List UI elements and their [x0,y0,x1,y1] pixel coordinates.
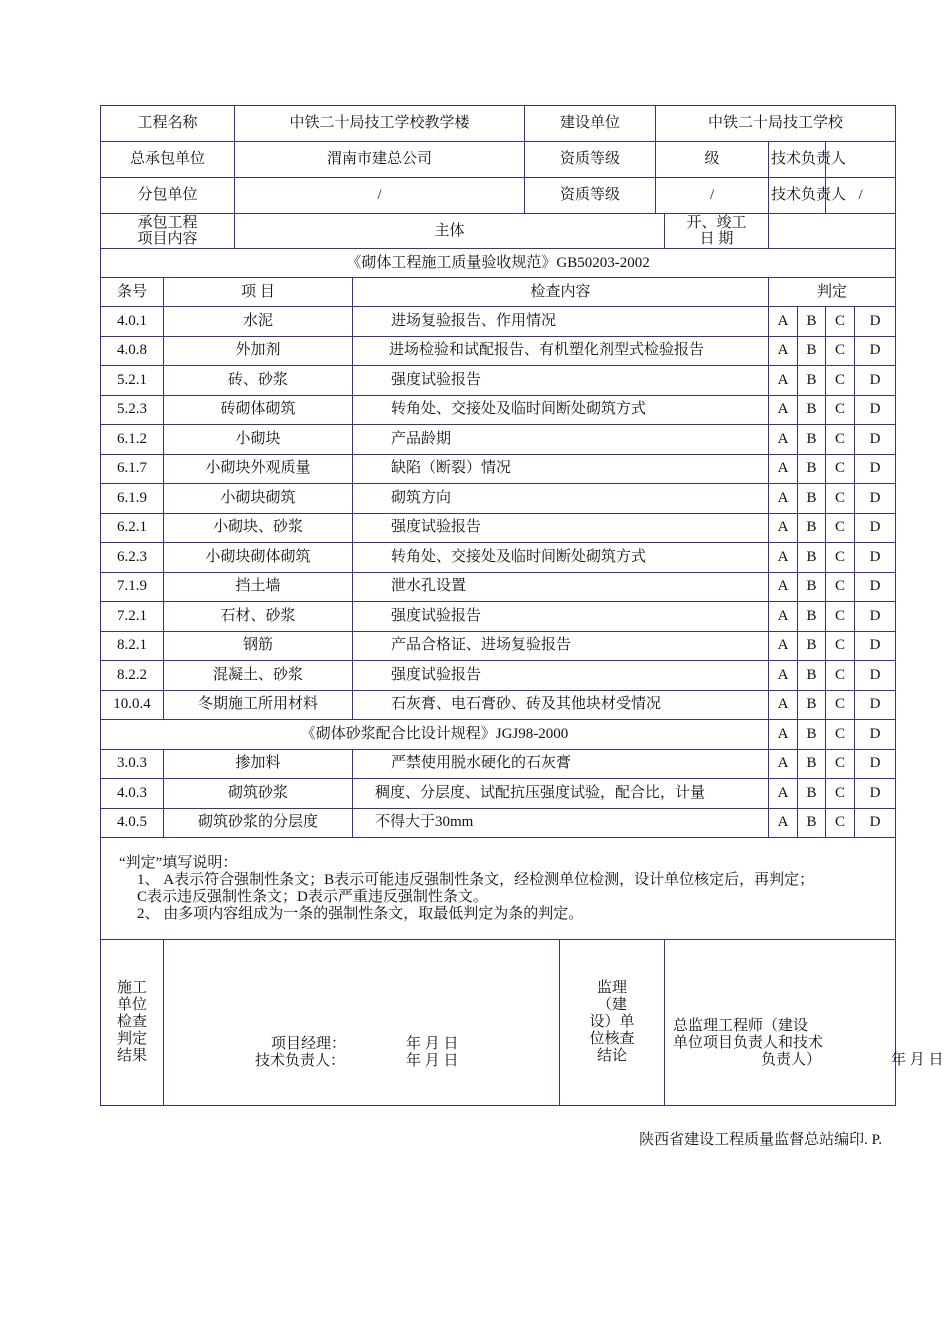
table-row [101,307,896,337]
grade-c[interactable]: C [826,484,855,514]
grade-b[interactable]: B [798,366,826,396]
grade-d[interactable]: D [855,690,896,720]
supervision-unit-label-text: 监理（建设）单位核查结论 [589,980,635,1064]
project-name-label: 工程名称 [101,106,235,142]
grade-d[interactable]: D [855,661,896,691]
pm-date: 年 月 日 [406,1036,459,1052]
grade-a[interactable]: A [769,720,798,750]
item-cell: 砌筑砂浆 [164,779,353,809]
grade-b[interactable]: B [798,572,826,602]
clause-cell: 7.2.1 [101,602,164,632]
grade-d[interactable]: D [855,779,896,809]
supervision-signoff-cell [665,940,944,1106]
table-row [101,425,896,455]
notes-title: “判定”填写说明： [119,854,238,871]
item-cell: 小砌块、砂浆 [164,513,353,543]
section1-rows [101,307,896,720]
grade-c[interactable]: C [826,720,855,750]
table-row [101,602,896,632]
content-cell: 产品合格证、进场复验报告 [353,631,769,661]
clause-cell: 7.1.9 [101,572,164,602]
builder-value: 中铁二十局技工学校 [656,106,896,142]
grade-a[interactable]: A [769,513,798,543]
content-cell: 强度试验报告 [353,513,769,543]
table-row [101,631,896,661]
item-cell: 小砌块 [164,425,353,455]
grade-c[interactable]: C [826,336,855,366]
table-row [101,690,896,720]
grade-a[interactable]: A [769,307,798,337]
section2-rows [101,749,896,838]
grade-a[interactable]: A [769,631,798,661]
grade-b[interactable]: B [798,395,826,425]
qualification-label: 资质等级 [525,142,656,178]
item-cell: 挡土墙 [164,572,353,602]
table-row [101,366,896,396]
construction-unit-label-text: 施工单位检查判定结果 [116,980,147,1064]
grade-b[interactable]: B [798,808,826,838]
grade-d[interactable]: D [855,484,896,514]
grade-d[interactable]: D [855,513,896,543]
grade-b[interactable]: B [798,749,826,779]
grade-a[interactable]: A [769,366,798,396]
footer-publisher: 陕西省建设工程质量监督总站编印. P. [639,1132,882,1148]
clause-cell: 5.2.3 [101,395,164,425]
grade-d[interactable]: D [855,543,896,573]
project-name-value: 中铁二十局技工学校教学楼 [235,106,525,142]
item-cell: 砖、砂浆 [164,366,353,396]
form-table [100,105,944,1106]
clause-cell: 6.1.7 [101,454,164,484]
sub-qualification-value: / [656,178,769,214]
grade-b[interactable]: B [798,307,826,337]
grade-b[interactable]: B [798,513,826,543]
notes-row [101,838,896,940]
clause-cell: 10.0.4 [101,690,164,720]
item-cell: 石材、砂浆 [164,602,353,632]
content-cell: 砌筑方向 [353,484,769,514]
item-cell: 外加剂 [164,336,353,366]
clause-cell: 8.2.2 [101,661,164,691]
grade-b[interactable]: B [798,484,826,514]
grade-d[interactable]: D [855,425,896,455]
section1-title: 《砌体工程施工质量验收规范》GB50203-2002 [101,249,896,278]
grade-c[interactable]: C [826,395,855,425]
item-cell: 砖砌体砌筑 [164,395,353,425]
content-cell: 进场复验报告、作用情况 [353,307,769,337]
grade-c[interactable]: C [826,572,855,602]
grade-c[interactable]: C [826,749,855,779]
subcontractor-label: 分包单位 [101,178,235,214]
grade-c[interactable]: C [826,543,855,573]
chief-supervisor-label-1: 总监理工程师（建设 [673,1018,809,1034]
grade-b[interactable]: B [798,631,826,661]
grade-b[interactable]: B [798,690,826,720]
subcontractor-value: / [235,178,525,214]
supervision-date: 年 月 日 [891,1052,944,1068]
header-row-general-contractor [101,142,896,178]
item-cell: 掺加料 [164,749,353,779]
general-contractor-value: 渭南市建总公司 [235,142,525,178]
item-column-header: 项 目 [164,278,353,307]
grade-d[interactable]: D [855,395,896,425]
grade-d[interactable]: D [855,808,896,838]
clause-cell: 5.2.1 [101,366,164,396]
content-column-header: 检查内容 [353,278,769,307]
section2-title: 《砌体砂浆配合比设计规程》JGJ98-2000 [101,720,769,750]
grade-a[interactable]: A [769,484,798,514]
table-row [101,395,896,425]
scope-label: 承包工程 项目内容 [101,214,235,249]
grade-b[interactable]: B [798,425,826,455]
construction-signoff-cell [164,940,560,1106]
content-cell: 产品龄期 [353,425,769,455]
content-cell: 强度试验报告 [353,602,769,632]
item-cell: 水泥 [164,307,353,337]
content-cell: 进场检验和试配报告、有机塑化剂型式检验报告 [353,336,769,366]
content-cell: 转角处、交接处及临时间断处砌筑方式 [353,395,769,425]
item-cell: 小砌块外观质量 [164,454,353,484]
inspection-form [100,105,944,1106]
item-cell: 小砌块砌筑 [164,484,353,514]
scope-value: 主体 [235,214,665,249]
header-row-scope [101,214,896,249]
table-row [101,661,896,691]
supervision-unit-label [560,940,665,1106]
section1-title-row [101,249,896,278]
clause-cell: 4.0.8 [101,336,164,366]
grade-d[interactable]: D [855,572,896,602]
header-row-project [101,106,896,142]
clause-cell: 8.2.1 [101,631,164,661]
grade-c[interactable]: C [826,366,855,396]
clause-cell: 3.0.3 [101,749,164,779]
grade-a[interactable]: A [769,808,798,838]
grade-a[interactable]: A [769,690,798,720]
clause-cell: 4.0.3 [101,779,164,809]
content-cell: 缺陷（断裂）情况 [353,454,769,484]
table-row [101,513,896,543]
grade-b[interactable]: B [798,454,826,484]
section2-title-row [101,720,896,750]
builder-label: 建设单位 [525,106,656,142]
item-cell: 混凝土、砂浆 [164,661,353,691]
grade-c[interactable]: C [826,661,855,691]
grade-d[interactable]: D [855,631,896,661]
grade-c[interactable]: C [826,779,855,809]
content-cell: 转角处、交接处及临时间断处砌筑方式 [353,543,769,573]
grade-a[interactable]: A [769,749,798,779]
item-cell: 钢筋 [164,631,353,661]
table-row [101,808,896,838]
sub-tech-lead-label: 技术负责人 [769,178,826,214]
clause-cell: 4.0.5 [101,808,164,838]
clause-cell: 4.0.1 [101,307,164,337]
grade-a[interactable]: A [769,543,798,573]
grade-d[interactable]: D [855,366,896,396]
table-row [101,336,896,366]
table-row [101,572,896,602]
grade-c[interactable]: C [826,513,855,543]
general-qualification-value: 级 [656,142,769,178]
grade-a[interactable]: A [769,425,798,455]
grade-a[interactable]: A [769,336,798,366]
grade-a[interactable]: A [769,661,798,691]
grade-b[interactable]: B [798,720,826,750]
grade-c[interactable]: C [826,454,855,484]
grade-c[interactable]: C [826,808,855,838]
judgment-column-header: 判定 [769,278,896,307]
grade-c[interactable]: C [826,425,855,455]
grade-a[interactable]: A [769,454,798,484]
chief-supervisor-label-2: 单位项目负责人和技术 [673,1035,824,1051]
grade-d[interactable]: D [855,336,896,366]
content-cell: 严禁使用脱水硬化的石灰膏 [353,749,769,779]
table-row [101,543,896,573]
grade-d[interactable]: D [855,602,896,632]
grade-a[interactable]: A [769,572,798,602]
tech-lead-date: 年 月 日 [406,1053,459,1069]
header-row-subcontractor [101,178,896,214]
notes-cell [101,838,896,940]
dates-value [769,214,896,249]
grade-c[interactable]: C [826,631,855,661]
item-cell: 砌筑砂浆的分层度 [164,808,353,838]
notes-line-1: 1、 A表示符合强制性条文；B表示可能违反强制性条文，经检测单位检测，设计单位核定后，再判定； [137,871,815,888]
table-row [101,484,896,514]
sub-tech-lead-value: / [826,178,896,214]
clause-cell: 6.2.3 [101,543,164,573]
clause-cell: 6.1.9 [101,484,164,514]
clause-column-header: 条号 [101,278,164,307]
dates-label: 开、竣工 日 期 [665,214,769,249]
grade-b[interactable]: B [798,543,826,573]
content-cell: 强度试验报告 [353,366,769,396]
grade-c[interactable]: C [826,602,855,632]
grade-d[interactable]: D [855,454,896,484]
clause-cell: 6.2.1 [101,513,164,543]
notes-line-2: 2、 由多项内容组成为一条的强制性条文，取最低判定为条的判定。 [137,905,584,922]
table-row [101,779,896,809]
grade-d[interactable]: D [855,720,896,750]
column-header-row [101,278,896,307]
grade-b[interactable]: B [798,779,826,809]
grade-a[interactable]: A [769,779,798,809]
content-cell: 强度试验报告 [353,661,769,691]
content-cell: 泄水孔设置 [353,572,769,602]
sub-qualification-label: 资质等级 [525,178,656,214]
grade-b[interactable]: B [798,602,826,632]
general-contractor-label: 总承包单位 [101,142,235,178]
grade-b[interactable]: B [798,336,826,366]
signoff-row [101,940,896,1106]
content-cell: 石灰膏、电石膏砂、砖及其他块材受情况 [353,690,769,720]
clause-cell: 6.1.2 [101,425,164,455]
chief-supervisor-label-3: 负责人） [761,1052,822,1068]
table-row [101,749,896,779]
tech-lead-label: 技术负责人 [769,142,826,178]
notes-line-1b: C表示违反强制性条文；D表示严重违反强制性条文。 [137,888,488,905]
grade-d[interactable]: D [855,749,896,779]
grade-a[interactable]: A [769,602,798,632]
grade-b[interactable]: B [798,661,826,691]
grade-a[interactable]: A [769,395,798,425]
tech-lead-sign-label: 技术负责人： [255,1053,346,1069]
content-cell: 不得大于30mm [353,808,769,838]
construction-unit-label [101,940,164,1106]
item-cell: 冬期施工所用材料 [164,690,353,720]
content-cell: 稠度、分层度、试配抗压强度试验，配合比，计量 [353,779,769,809]
grade-d[interactable]: D [855,307,896,337]
pm-label: 项目经理： [271,1036,347,1052]
grade-c[interactable]: C [826,690,855,720]
item-cell: 小砌块砌体砌筑 [164,543,353,573]
grade-c[interactable]: C [826,307,855,337]
table-row [101,454,896,484]
